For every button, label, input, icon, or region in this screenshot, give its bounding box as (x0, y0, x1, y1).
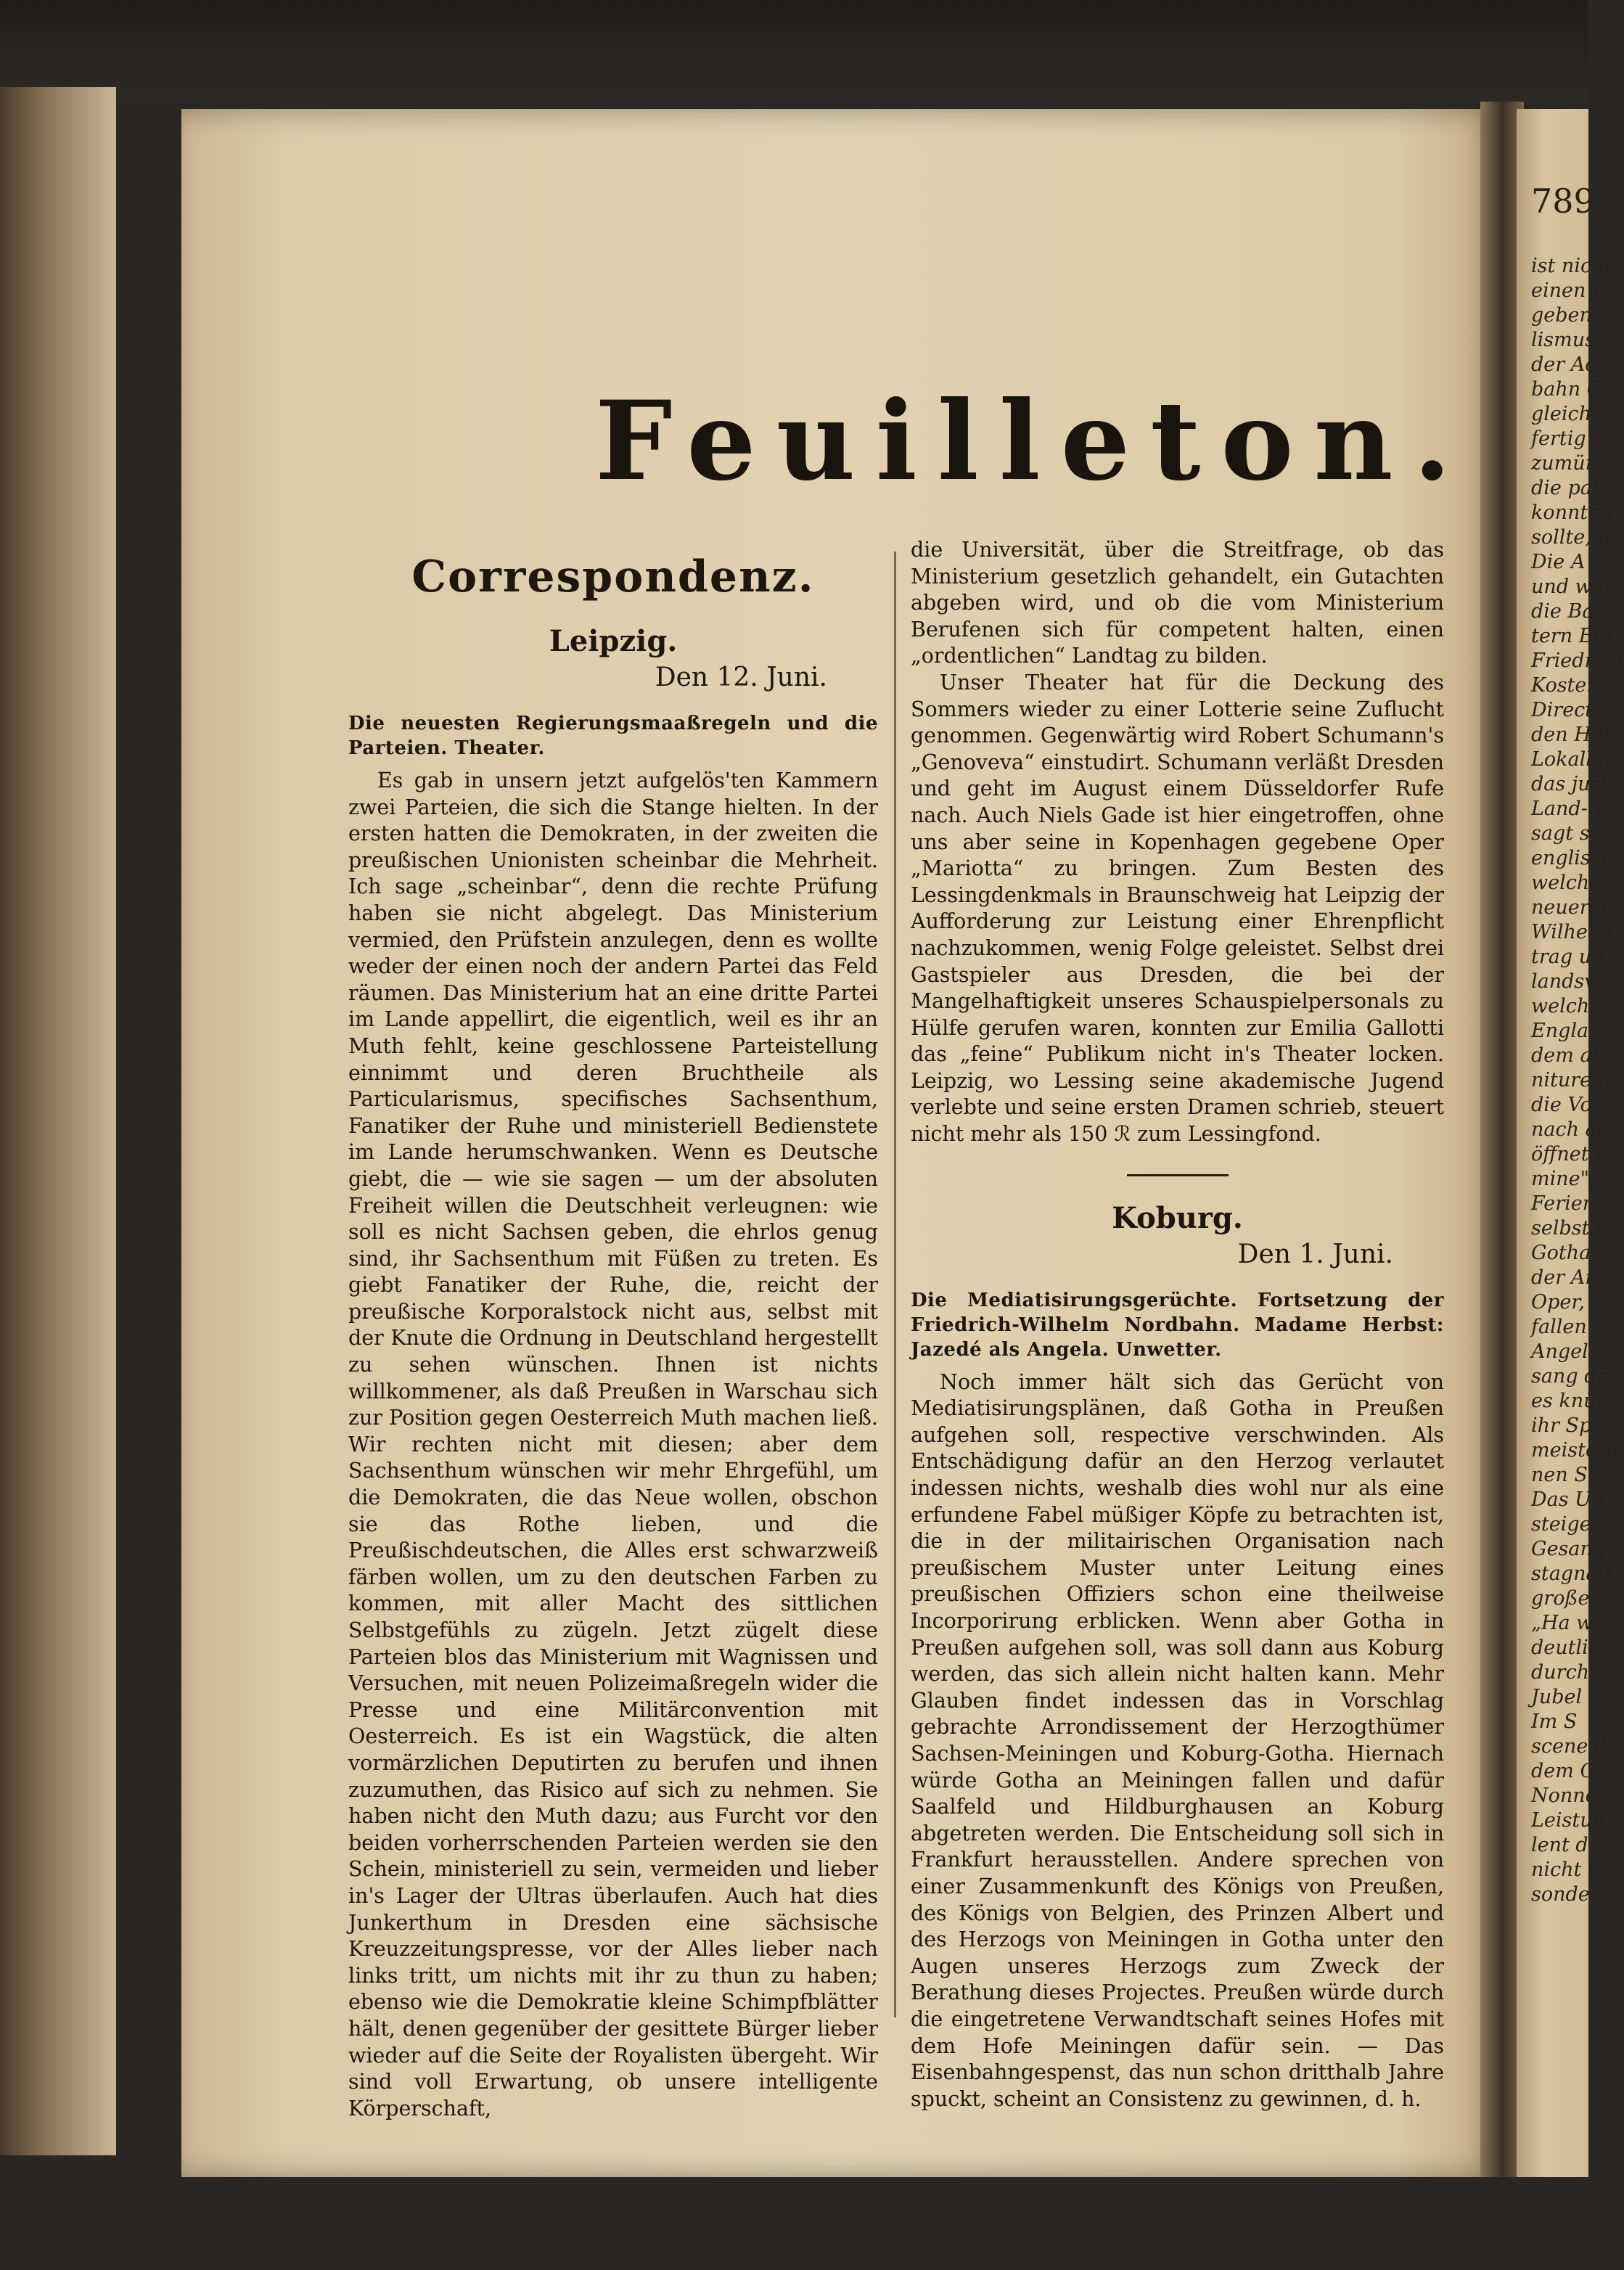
edge-line-fragment: selbst b (1531, 1217, 1609, 1240)
edge-line-fragment: gleich de (1531, 403, 1622, 425)
edge-line-fragment: Gotha (1531, 1242, 1591, 1264)
edge-line-fragment: große (1531, 1587, 1590, 1610)
edge-line-fragment: lent d (1531, 1834, 1588, 1856)
edge-line-fragment: welchem (1531, 995, 1620, 1017)
article-theater-leipzig: Unser Theater hat für die Deckung des Sommers wieder zu einer Lotterie seine Zuflucht genommen. Gegenwärtig wird Robert Schumann's „Genoveva“ einstudirt. Schumann verläßt Dresden und geht im August einem Düsseldorfer Rufe nach. Auch Niels Gade ist hier eingetroffen, ohne uns aber seine in Kopenhagen gegebene Oper „Mariotta“ zu bringen. Zum Besten des Lessingdenkmals in Braunschweig hat Leipzig der Aufforderung zur Leistung einer Ehrenpflicht nachzukommen, wenig Folge geleistet. Selbst drei Gastspieler aus Dresden, die bei der Mangelhaftigkeit unseres Schauspielpersonals zu Hülfe gerufen waren, konnten zur Emilia Gallotti das „feine“ Publikum nicht in's Theater locken. Leipzig, wo Lessing seine akademische Jugend verlebte und seine ersten Dramen schrieb, steuert nicht mehr als 150 ℛ zum Lessingfond. (911, 670, 1444, 1147)
dateline-koburg: Den 1. Juni. (1237, 1239, 1393, 1269)
edge-line-fragment: der An (1531, 1266, 1598, 1289)
city-heading-leipzig: Leipzig. (549, 624, 678, 658)
edge-line-fragment: trag un (1531, 946, 1604, 968)
edge-line-fragment: zumünde (1531, 452, 1623, 475)
edge-line-fragment: nicht a (1531, 1859, 1600, 1881)
edge-line-fragment: meisterh (1531, 1439, 1620, 1462)
edge-line-fragment: sagt sog (1531, 822, 1615, 845)
edge-line-fragment: öffnet i (1531, 1143, 1602, 1165)
edge-line-fragment: Wilhelm (1531, 921, 1613, 943)
edge-line-fragment: Jubel (1531, 1686, 1583, 1708)
edge-line-fragment: englisch (1531, 847, 1615, 869)
edge-line-fragment: die pakt (1531, 477, 1612, 499)
section-rule (1127, 1174, 1229, 1176)
edge-line-fragment: Ferien (1531, 1192, 1596, 1215)
book-page-edges (0, 87, 116, 2155)
article-body-leipzig: Es gab in unsern jetzt aufgelös'ten Kammern zwei Parteien, die sich die Stange hielten. In der ersten hatten die Demokraten, in der zweiten die preußischen Unionisten scheinbar die Mehrheit. Ich sage „scheinbar“, denn die rechte Prüfung haben sie nicht abgelegt. Das Ministerium vermied, den Prüfstein anzulegen, denn es wollte weder der einen noch der andern Partei das Feld räumen. Das Ministerium hat an eine dritte Partei im Lande appellirt, die eigentlich, weil es ihr an Muth fehlt, keine geschlossene Parteistellung einnimmt und deren Bruchtheile als Particularismus, specifisches Sachsenthum, Fanatiker der Ruhe und ministeriell Bedienstete im Lande herumschwanken. Wenn es Deutsche giebt, die — wie sie sagen — um der absoluten Freiheit willen die Deutschheit verleugnen: wie soll es nicht Sachsen geben, die ehrlos genug sind, ihr Sachsenthum mit Füßen zu treten. Es giebt Fanatiker der Ruhe, die, reicht der preußische Korporalstock nicht aus, selbst mit der Knute die Ordnung in Deutschland hergestellt zu sehen wünschen. Ihnen ist nichts willkommener, als daß Preußen in Warschau sich zur Position gegen Oesterreich Muth machen ließ. Wir rechten nicht mit diesen; aber dem Sachsenthum wünschen wir mehr Ehrgefühl, um die Demokraten, die das Neue wollen, obschon sie das Rothe lieben, und die Preußischdeutschen, die Alles erst schwarzweiß färben wollen, um zu den deutschen Farben zu kommen, mit aller Macht des sittlichen Selbstgefühls zu zügeln. Jetzt zügelt diese Parteien blos das Ministerium mit Wagnissen und Versuchen, mit neuen Polizeimaßregeln wider die Presse und eine Militärconvention mit Oesterreich. Es ist ein Wagstück, die alten vormärzlichen Deputirten zu berufen und ihnen zuzumuthen, das Risico auf sich zu nehmen. Sie haben nicht den Muth dazu; aus Furcht vor den beiden vorherrschenden Parteien werden sie den Schein, ministeriell zu sein, vermeiden und lieber in's Lager der Ultras überlaufen. Auch hat dies Junkerthum in Dresden eine sächsische Kreuzzeitungspresse, vor der Alles lieber nach links tritt, um nichts mit ihr zu thun zu haben; ebenso wie die Demokratie kleine Schimpfblätter hält, denen gegenüber der gesittete Bürger lieber wieder auf die Seite der Royalisten übergeht. Wir sind voll Erwartung, ob unsere intelligente Körperschaft, (348, 769, 878, 2121)
article-continuation-leipzig: die Universität, über die Streitfrage, ob das Ministerium gesetzlich gehandelt, ein Gutachten abgeben wird, und ob die vom Ministerium Berufenen sich für competent halten, einen „ordentlichen“ Landtag zu bilden. (911, 538, 1444, 668)
edge-line-fragment: nen Si (1531, 1464, 1594, 1486)
feuilleton-heading: Feuilleton. (595, 377, 1472, 505)
edge-line-fragment: Director (1531, 699, 1615, 721)
summary-koburg: Die Mediatisirungsgerüchte. Fortsetzung der Friedrich-Wilhelm Nordbahn. Madame Herbst: Jazedé als Angela. Unwetter. (911, 1289, 1444, 1361)
edge-line-fragment: ist nicht (1531, 255, 1612, 277)
city-heading-koburg: Koburg. (1112, 1200, 1243, 1235)
edge-line-fragment: der Acti (1531, 353, 1610, 376)
edge-line-fragment: dem C (1531, 1760, 1596, 1782)
edge-line-fragment: Angela, (1531, 1340, 1607, 1363)
edge-line-fragment: den Höf (1531, 724, 1611, 746)
edge-line-fragment: bahn G (1531, 378, 1603, 401)
section-title: Correspondenz. (411, 552, 815, 602)
edge-line-fragment: mine", (1531, 1168, 1596, 1190)
edge-line-fragment: Gesang (1531, 1538, 1606, 1560)
edge-line-fragment: Leistun (1531, 1809, 1606, 1832)
edge-line-fragment: steigerte (1531, 1513, 1620, 1536)
column-divider (894, 552, 896, 2017)
edge-line-fragment: dem abe (1531, 1044, 1616, 1067)
edge-line-fragment: geben w (1531, 304, 1615, 327)
edge-line-fragment: sondern (1531, 1883, 1612, 1906)
edge-line-fragment: Nonne (1531, 1785, 1597, 1807)
edge-line-fragment: die Bah (1531, 600, 1607, 623)
next-page-line-fragments (1531, 254, 1624, 1907)
article-body-koburg: Noch immer hält sich das Gerücht von Mediatisirungsplänen, daß Gotha in Preußen aufgehen soll, respective verschwinden. Als Entschädigung dafür an den Herzog verlautet indessen nichts, weshalb dies wohl nur als eine erfundene Fabel müßiger Köpfe zu betrachten ist, die in der militairischen Organisation nach preußischem Muster unter Leitung eines preußischen Offiziers schon eine theilweise Incorporirung erblicken. Wenn aber Gotha in Preußen aufgehen soll, was soll dann aus Koburg werden, das sich allein nicht halten kann. Mehr Glauben findet indessen das in Vorschlag gebrachte Arrondissement der Herzogthümer Sachsen-Meiningen und Koburg-Gotha. Hiernach würde Gotha an Meiningen fallen und dafür Saalfeld und Hildburghausen an Koburg abgetreten werden. Die Entscheidung soll sich in Frankfurt herausstellen. Andere sprechen von einer Zusammenkunft des Königs von Preußen, des Königs von Belgien, des Prinzen Albert und des Herzogs von Meiningen in Gotha unter den Augen unseres Herzogs zum Zweck der Berathung dieses Projectes. Preußen würde durch die eingetretene Verwandtschaft seines Hofes mit dem Hofe Meiningen dafür sein. — Das Eisenbahngespenst, das nun schon dritthalb Jahre spuckt, scheint an Consistenz zu gewinnen, d. h. (911, 1369, 1444, 2111)
edge-line-fragment: Das Un (1531, 1488, 1604, 1511)
edge-line-fragment: stagnatt (1531, 1562, 1614, 1585)
book-top-shadow (0, 0, 1588, 102)
edge-line-fragment: es knüp (1531, 1390, 1609, 1412)
edge-line-fragment: sollte, u (1531, 526, 1610, 549)
edge-line-fragment: Friedrich (1531, 650, 1624, 672)
edge-line-fragment: ihr Sp (1531, 1414, 1592, 1437)
edge-line-fragment: die Vor (1531, 1094, 1602, 1116)
edge-line-fragment: niture h (1531, 1069, 1611, 1091)
dateline-leipzig: Den 12. Juni. (655, 663, 827, 692)
edge-line-fragment: Kosten d (1531, 674, 1618, 697)
edge-line-fragment: England (1531, 1020, 1614, 1042)
edge-line-fragment: einen fe (1531, 279, 1611, 302)
edge-line-fragment: nach ab (1531, 1118, 1609, 1141)
edge-line-fragment: „Ha we (1531, 1612, 1605, 1634)
next-page-edge (1517, 109, 1624, 2177)
edge-line-fragment: deutlich (1531, 1636, 1612, 1659)
edge-line-fragment: Lokalbla (1531, 748, 1617, 771)
edge-line-fragment: konnten (1531, 501, 1612, 524)
edge-line-fragment: Oper, s (1531, 1291, 1602, 1314)
summary-leipzig: Die neuesten Regierungsmaaßregeln und die Parteien. Theater. (348, 713, 878, 759)
edge-line-fragment: durch (1531, 1661, 1590, 1684)
page-number: 789 (1531, 181, 1595, 221)
edge-line-fragment: tern Ein (1531, 625, 1612, 647)
edge-line-fragment: neuerdi (1531, 896, 1608, 919)
edge-line-fragment: Land- v (1531, 798, 1605, 820)
right-column (911, 537, 1444, 2113)
edge-line-fragment: welche (1531, 872, 1602, 894)
edge-line-fragment: Im S (1531, 1710, 1578, 1733)
edge-line-fragment: fertig zu (1531, 427, 1615, 450)
edge-line-fragment: scene d (1531, 1735, 1607, 1758)
edge-line-fragment: sang da (1531, 1365, 1609, 1388)
edge-line-fragment: lismus (1531, 329, 1595, 351)
edge-line-fragment: Die A (1531, 551, 1586, 573)
edge-line-fragment: und wen (1531, 575, 1617, 598)
left-column (348, 537, 878, 2122)
edge-line-fragment: fallen d (1531, 1316, 1606, 1338)
edge-line-fragment: das just (1531, 773, 1609, 795)
edge-line-fragment: landsve (1531, 970, 1607, 993)
